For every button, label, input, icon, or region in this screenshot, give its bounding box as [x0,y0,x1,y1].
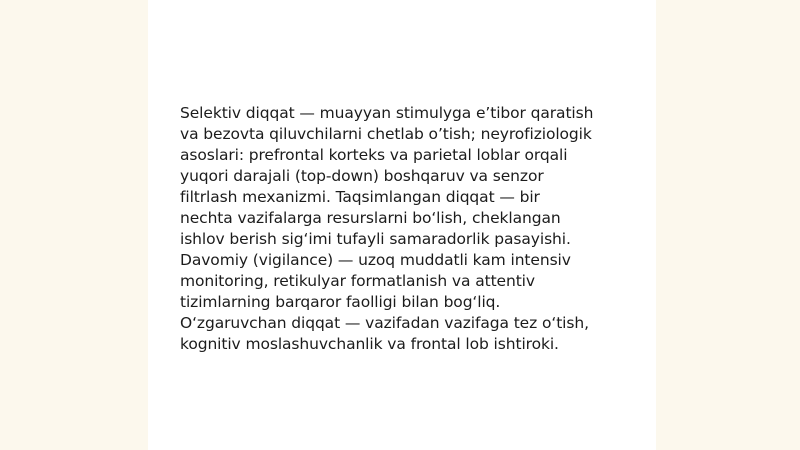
text-line: va bezovta qiluvchilarni chetlab o’tish; neyrofiziologik [180,125,592,143]
text-line: O‘zgaruvchan diqqat — vazifadan vazifaga tez o‘tish, [180,314,589,332]
document-page [148,0,656,450]
body-paragraph [180,103,640,355]
text-line: Selektiv diqqat — muayyan stimulyga e’tibor qaratish [180,104,594,122]
text-line: filtrlash mexanizmi. Taqsimlangan diqqat — bir [180,188,540,206]
text-line: nechta vazifalarga resurslarni bo‘lish, cheklangan [180,209,561,227]
text-line: tizimlarning barqaror faolligi bilan bog‘liq. [180,293,501,311]
text-line: kognitiv moslashuvchanlik va frontal lob ishtiroki. [180,335,559,353]
text-line: monitoring, retikulyar formatlanish va attentiv [180,272,535,290]
text-line: yuqori darajali (top-down) boshqaruv va senzor [180,167,544,185]
text-line: asoslari: prefrontal korteks va parietal loblar orqali [180,146,568,164]
text-line: Davomiy (vigilance) — uzoq muddatli kam intensiv [180,251,571,269]
text-line: ishlov berish sig‘imi tufayli samaradorlik pasayishi. [180,230,571,248]
